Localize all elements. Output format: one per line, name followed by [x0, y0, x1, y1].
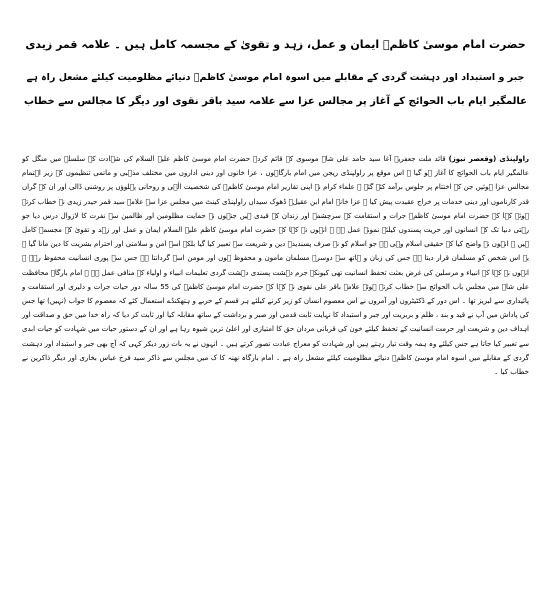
article-dateline: راولپنڈی (وقعصر نیوز): [448, 155, 529, 163]
article-body-text: قائد ملت جعفریہ آغا سید حامد علی شاہ موسوی کے قائم کردہ حضرت امام موسیٰ کاظم علیہ السلام کی شہادت کے سلسلے میں منگل کو عالمگیر ایام باب الحوائج کا آغاز ہو گیا ۔ اس موقع پر راولپنڈی ریجن میں امام بارگاہوں ، عزا خانوں اور دینی اداروں میں مختلف مذہبی و ماتمی تنظیموں کے زیر اہتمام مجالس عزا ہوئیں جن کے اختتام پر جلوس برآمد کئے گئے ۔ علماء کرام نے اپنی تقاریر امام موسیٰ کاظمؑ کی شخصیت الٰہی و روحانی پہلوؤں پر روشنی ڈالی اور ان کے گراں قدر کارناموں اور دینی خدمات پر خراج عقیدت پیش کیا ۔ عزا خانہ امام ابن عقیلؑ ڈھوک سیداں راولپنڈی کینٹ میں مجلس عزا سے علامہ سید قمر حیدر زیدی نے خطاب کرتے ہوئے کہا کہ حضرت امام موسیٰ کاظمؑ جرات و استقامت کے سرچشمہ اور زندان کے قیدی ہیں جنہوں نے حمایت مظلومین اور ظالمین سے نفرت کا لازوال درس دیا جو رہتی دنیا تک کے انسانوں اور حریت پسندوں کیلئے نمونہ عمل ہے ۔ انہوں نے کہا کہ حضرت امام موسیٰ کاظم علیہ السلام ایمان و عمل اور زہد و تقویٰ کے مجسمہ کامل ہیں ۔ انہوں نے واضح کیا کہ حقیقی اسلام وہی ہے جو اسلام کو نہ صرف پسندیدہ دین و شریعت سے تعبیر کیا گیا بلکہ اسے امن و سلامتی اور احترام بشریت کا دین مانا گیا ۔ یہ اس شخص کو مسلمان قرار دیتا ہے جس کی زبان و ہاتھ سے دوسرے مسلمان مامون و محفوظ ہوں اور مومن اسے گردانتا ہے جس سے پوری انسانیت محفوظ رہے ۔ انہوں نے کہا کہ انبیاء و مرسلین کی غرض بعثت تحفظ انسانیت تھی کیونکہ جرم دہشت پسندی دہشت گردی تعلیمات انبیاء و اولیاء کے منافی عمل ہے ۔ امام بارگاہ محافظت علی شاہ میں مجلس باب الحوائج سے خطاب کرتے ہوئے علامہ باقر علی نقوی نے کہا کہ حضرت امام موسیٰ کاظمؑ کی 55 سالہ دور حیات جرات و دلیری اور استقامت و پائیداری سے لبریز تھا ۔ اس دور کے ڈکٹیٹروں اور آمروں نے اس معصوم انسان کو زیر کرنے کیلئے ہر قسم کے حربے و ہتھکنڈے استعمال کئے کہ معصوم کا جواب (نہیں) تھا جس کی پاداش میں آپ نے قید و بند ، ظلم و بربریت اور جبر و استبداد کا نہایت ثابت قدمی اور صبر و برداشت کے ساتھ مقابلہ کیا اور ثابت کر دیا کہ راہ خدا میں حق و صداقت اور اہداف دین و شریعت اور حرمت انسانیت کے تحفظ کیلئے خون کی قربانی مردان حق کا امتیازی اور اعلیٰ ترین شیوہ رہا ہے اور ان کے دستور حیات میں شہادت کو حیات ابدی سے تعبیر کیا جاتا ہے جس کیلئے وہ ہمہ وقت تیار رہتے ہیں اور شہادت کو معراج عبادت تصور کرتے ہیں ۔ انہوں نے یہ بات زور دیکر کہی کہ آج بھی جبر و استبداد اور دہشت گردی کے مقابلے میں اسوہ امام موسیٰ کاظمؑ دنیائے مظلومیت کیلئے مشعل راہ ہے ۔ امام بارگاہ نھنہ کا ک میں مجلس سے ذاکر سید فرخ عباس بخاری اور دیگر ذاکرین نے خطاب کیا ۔: [22, 155, 529, 377]
article-body: [22, 152, 529, 379]
article-subheadline-2: عالمگیر ایام باب الحوائج کے آغاز پر مجالس عزا سے علامہ سید باقر نقوی اور دیگر کا مجالس سے خطاب: [23, 96, 528, 107]
article-subheadline-1: جبر و استبداد اور دہشت گردی کے مقابلے میں اسوہ امام موسیٰ کاظمؑ دنیائے مظلومیت کیلئے مشعل راہ ہے: [26, 72, 525, 83]
article-subheadlines: [22, 66, 529, 114]
article-headline: حضرت امام موسیٰ کاظمؑ ایمان و عمل، زہد و تقویٰ کے مجسمہ کامل ہیں ۔ علامہ قمر زیدی: [25, 38, 526, 51]
